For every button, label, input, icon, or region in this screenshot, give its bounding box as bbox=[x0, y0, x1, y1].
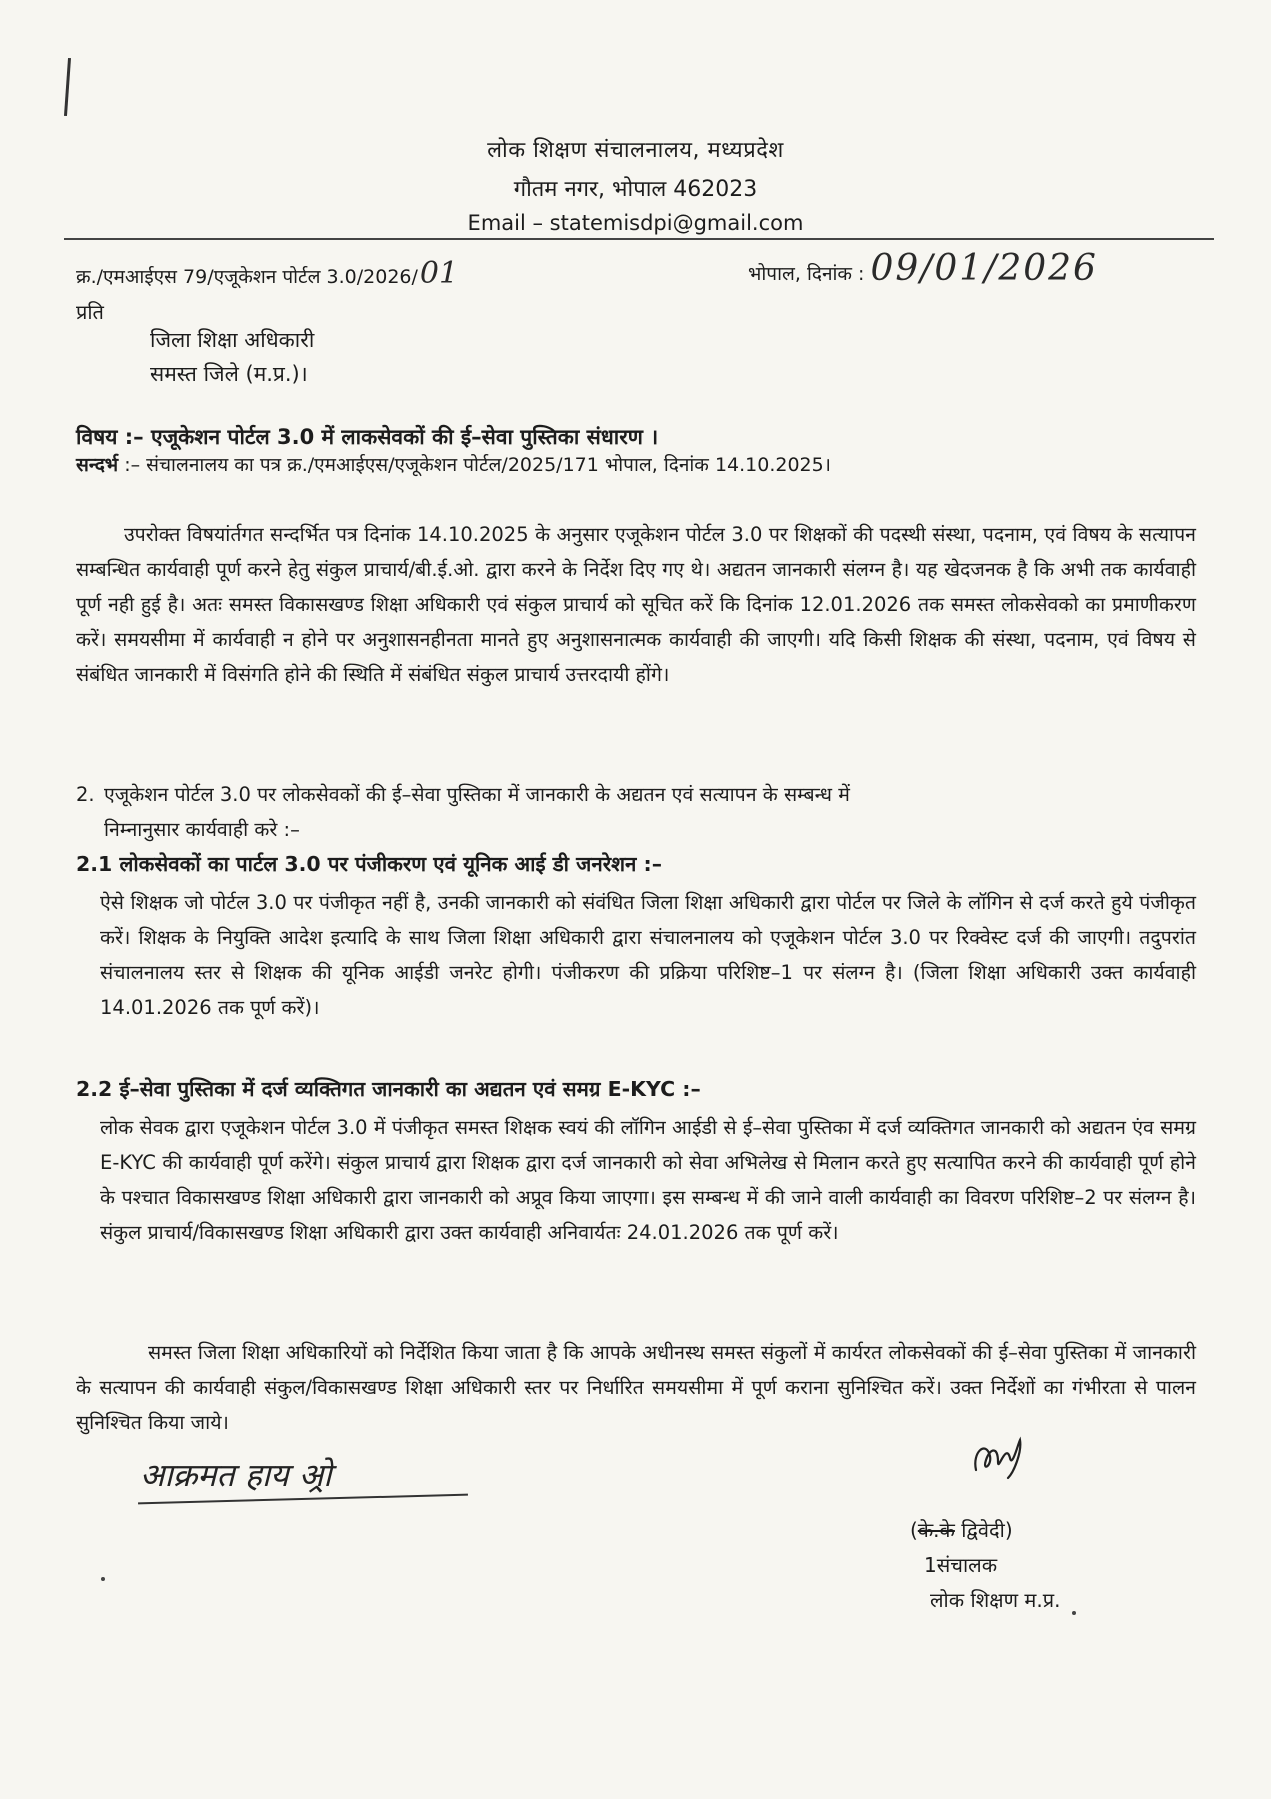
paragraph-2-line-2: निम्नानुसार कार्यवाही करे :– bbox=[104, 818, 300, 841]
recipient-line-1: जिला शिक्षा अधिकारी bbox=[150, 328, 315, 352]
signatory-name bbox=[910, 1516, 1013, 1543]
paragraph-2-line-1: एजूकेशन पोर्टल 3.0 पर लोकसेवकों की ई–सेवा पुस्तिका में जानकारी के अद्यतन एवं सत्यापन के सम्बन्ध में bbox=[104, 783, 850, 806]
ink-dot bbox=[101, 1577, 105, 1581]
reference-line bbox=[76, 451, 831, 477]
section-2-1-heading: 2.1 लोकसेवकों का पार्टल 3.0 पर पंजीकरण एवं यूनिक आई डी जनरेशन :– bbox=[76, 852, 663, 876]
subject-line: विषय :– एजूकेशन पोर्टल 3.0 में लाकसेवकों की ई–सेवा पुस्तिका संधारण । bbox=[76, 425, 659, 449]
signatory-department: लोक शिक्षण म.प्र. bbox=[930, 1588, 1061, 1612]
signatory-name-rest: द्विवेदी) bbox=[954, 1518, 1013, 1542]
date-label: भोपाल, दिनांक : bbox=[748, 263, 865, 285]
section-2-2-heading: 2.2 ई–सेवा पुस्तिका में दर्ज व्यक्तिगत जानकारी का अद्यतन एवं समग्र E-KYC :– bbox=[76, 1077, 701, 1101]
handwritten-note: आक्रमत हाय अ्रो bbox=[140, 1456, 332, 1494]
signature-mark bbox=[968, 1432, 1028, 1482]
paragraph-2-number: 2. bbox=[76, 783, 95, 806]
paragraph-1: उपरोक्त विषयांर्तगत सन्दर्भित पत्र दिनांक 14.10.2025 के अनुसार एजूकेशन पोर्टल 3.0 पर शिक्षकों की पदस्थी संस्था, पदनाम, एवं विषय के सत्यापन सम्बन्धित कार्यवाही पूर्ण करने हेतु संकुल प्राचार्य/बी.ई.ओ. द्वारा करने के निर्देश दिए गए थे। अद्यतन जानकारी संलग्न है। यह खेदजनक है कि अभी तक कार्यवाही पूर्ण नही हुई है। अतः समस्त विकासखण्ड शिक्षा अधिकारी एवं संकुल प्राचार्य को सूचित करें कि दिनांक 12.01.2026 तक समस्त लोकसेवको का प्रमाणीकरण करें। समयसीमा में कार्यवाही न होने पर अनुशासनहीनता मानते हुए अनुशासनात्मक कार्यवाही की जाएगी। यदि किसी शिक्षक की संस्था, पदनाम, एवं विषय से संबंधित जानकारी में विसंगति होने की स्थिति में संबंधित संकुल प्राचार्य उत्तरदायी होंगे। bbox=[76, 523, 1197, 686]
recipient-prefix: प्रति bbox=[76, 300, 104, 324]
reference-number-handwritten: 01 bbox=[419, 256, 459, 291]
section-2-1-text: ऐसे शिक्षक जो पोर्टल 3.0 पर पंजीकृत नहीं है, उनकी जानकारी को संवंधित जिला शिक्षा अधिकारी द्वारा पोर्टल पर जिले के लॉगिन से दर्ज करते हुये पंजीकृत करें। शिक्षक के नियुक्ति आदेश इत्यादि के साथ जिला शिक्षा अधिकारी द्वारा संचालनालय को एजूकेशन पोर्टल 3.0 पर रिक्वेस्ट दर्ज की जाएगी। तदुपरांत संचालनालय स्तर से शिक्षक की यूनिक आईडी जनरेट होगी। पंजीकरण की प्रक्रिया परिशिष्ट–1 पर संलग्न है। (जिला शिक्षा अधिकारी उक्त कार्यवाही 14.01.2026 तक पूर्ण करें)। bbox=[100, 891, 1196, 1019]
office-address: गौतम नगर, भोपाल 462023 bbox=[513, 177, 758, 202]
header-divider bbox=[64, 238, 1214, 240]
section-2-2-text: लोक सेवक द्वारा एजूकेशन पोर्टल 3.0 में पंजीकृत समस्त शिक्षक स्वयं की लॉगिन आईडी से ई–सेवा पुस्तिका में दर्ज व्यक्तिगत जानकारी को अद्यतन एंव समग्र E-KYC की कार्यवाही पूर्ण करेंगे। संकुल प्राचार्य द्वारा शिक्षक द्वारा दर्ज जानकारी को सेवा अभिलेख से मिलान करते हुए सत्यापित करने की कार्यवाही पूर्ण होने के पश्चात विकासखण्ड शिक्षा अधिकारी द्वारा जानकारी को अप्रूव किया जाएगा। इस सम्बन्ध में की जाने वाली कार्यवाही का विवरण परिशिष्ट–2 पर संलग्न है। संकुल प्राचार्य/विकासखण्ड शिक्षा अधिकारी द्वारा उक्त कार्यवाही अनिवार्यतः 24.01.2026 तक पूर्ण करें। bbox=[100, 1116, 1196, 1244]
reference-number-text: क्र./एमआईएस 79/एजूकेशन पोर्टल 3.0/2026/ bbox=[76, 266, 418, 288]
date-handwritten: 09/01/2026 bbox=[870, 248, 1098, 289]
office-name: लोक शिक्षण संचालनालय, मध्यप्रदेश bbox=[487, 138, 784, 163]
designation-text: संचालक bbox=[936, 1553, 998, 1577]
margin-pen-mark bbox=[64, 58, 71, 116]
letter-date bbox=[748, 248, 1098, 289]
reference-label: सन्दर्भ bbox=[76, 454, 119, 476]
paragraph-3: समस्त जिला शिक्षा अधिकारियों को निर्देशित किया जाता है कि आपके अधीनस्थ समस्त संकुलों में कार्यरत लोकसेवकों की ई–सेवा पुस्तिका में जानकारी के सत्यापन की कार्यवाही संकुल/विकासखण्ड शिक्षा अधिकारी स्तर पर निर्धारित समयसीमा में पूर्ण कराना सुनिश्चित करें। उक्त निर्देशों का गंभीरता से पालन सुनिश्चित किया जाये। bbox=[76, 1341, 1196, 1434]
reference-text: :– संचालनालय का पत्र क्र./एमआईएस/एजूकेशन पोर्टल/2025/171 भोपाल, दिनांक 14.10.2025। bbox=[118, 454, 831, 476]
signatory-designation bbox=[924, 1551, 997, 1578]
reference-number bbox=[76, 256, 458, 291]
office-email: Email – statemisdpi@gmail.com bbox=[467, 211, 804, 235]
signatory-name-struck: के.के bbox=[917, 1518, 955, 1542]
designation-prefix: 1 bbox=[924, 1553, 937, 1577]
ink-dot bbox=[1072, 1611, 1076, 1615]
signatory-name-open: ( bbox=[910, 1518, 918, 1542]
recipient-line-2: समस्त जिले (म.प्र.)। bbox=[150, 362, 308, 386]
paragraph-2 bbox=[76, 777, 1196, 847]
